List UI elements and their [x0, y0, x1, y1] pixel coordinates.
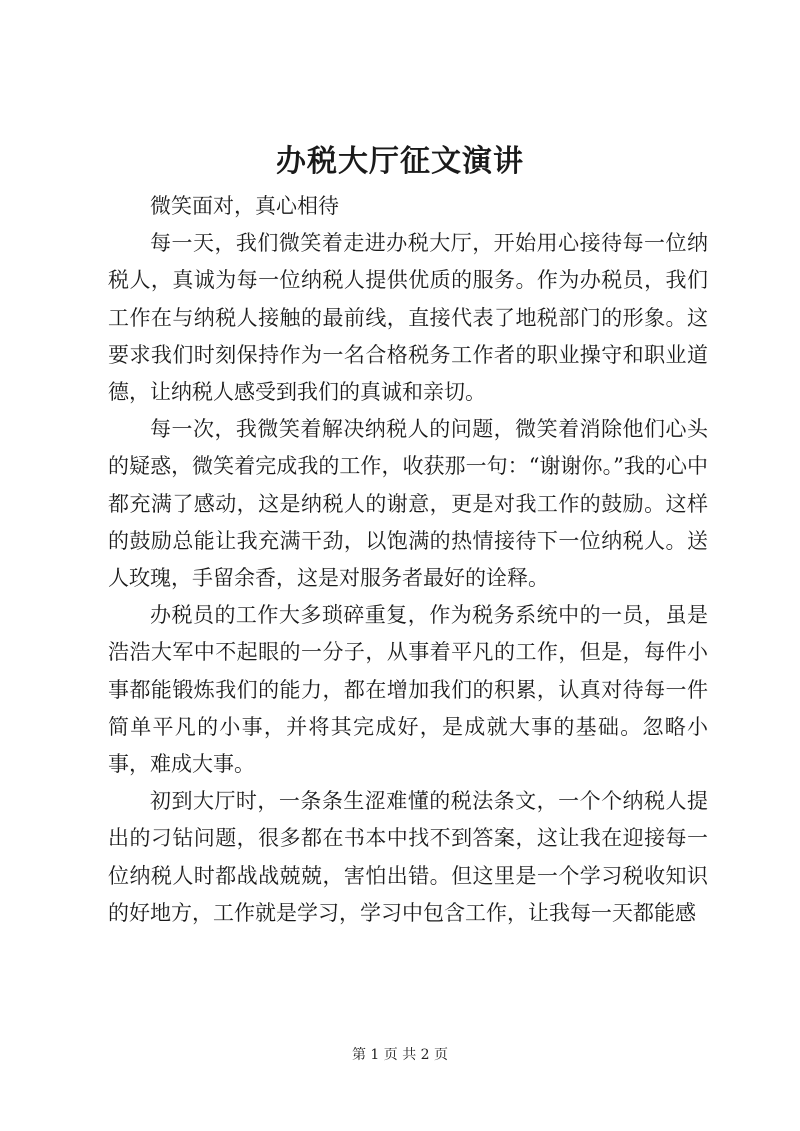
paragraph: 每一天，我们微笑着走进办税大厅，开始用心接待每一位纳税人，真诚为每一位纳税人提供优质的服务。作为办税员，我们工作在与纳税人接触的最前线，直接代表了地税部门的形象。这要求我们时刻保持作为一名合格税务工作者的职业操守和职业道德，让纳税人感受到我们的真诚和亲切。 — [108, 231, 708, 405]
paragraph: 初到大厅时，一条条生涩难懂的税法条文，一个个纳税人提出的刁钻问题，很多都在书本中找不到答案，这让我在迎接每一位纳税人时都战战兢兢，害怕出错。但这里是一个学习税收知识的好地方，工作就是学习，学习中包含工作，让我每一天都能感 — [108, 789, 708, 925]
paragraph: 办税员的工作大多琐碎重复，作为税务系统中的一员，虽是浩浩大军中不起眼的一分子，从事着平凡的工作，但是，每件小事都能锻炼我们的能力，都在增加我们的积累，认真对待每一件简单平凡的小事，并将其完成好，是成就大事的基础。忽略小事，难成大事。 — [108, 603, 708, 777]
paragraph: 微笑面对，真心相待 — [150, 194, 339, 218]
paragraph: 每一次，我微笑着解决纳税人的问题，微笑着消除他们心头的疑惑，微笑着完成我的工作，收获那一句：“谢谢你。”我的心中都充满了感动，这是纳税人的谢意，更是对我工作的鼓励。这样的鼓励总能让我充满干劲，以饱满的热情接待下一位纳税人。送人玫瑰，手留余香，这是对服务者最好的诠释。 — [108, 417, 708, 591]
document-title: 办税大厅征文演讲 — [276, 144, 524, 179]
document-body — [108, 188, 708, 932]
page-footer: 第 1 页 共 2 页 — [351, 1047, 449, 1063]
